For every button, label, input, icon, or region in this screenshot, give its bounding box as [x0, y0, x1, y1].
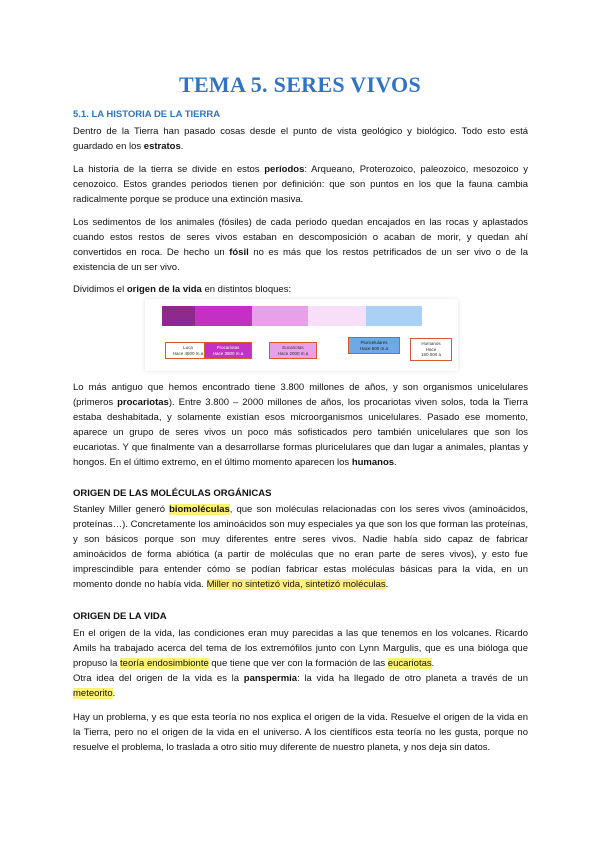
text: Los sedimentos de los animales (fósiles) de cada periodo quedan encajados en las rocas y aplastados cuando estos restos de seres vivos estaban en descomposición o acaban de morir, y quedan ahí convertidos en roca. De hecho un — [73, 217, 528, 258]
text: en distintos bloques: — [201, 284, 292, 295]
label-line: 150.000 a — [420, 352, 442, 357]
highlight-eucariotas: eucariotas — [387, 658, 432, 669]
text: . — [394, 457, 397, 468]
text: , que son moléculas relacionadas con los seres vivos (aminoácidos, proteínas…). Concretamente los aminoácidos son muy especiales ya que son los que forman las proteínas, y son básicos porque son muy diferentes entre seres vivos. Nadie había sido capaz de fabricar aminoácidos de forma abiótica (a partir de moléculas que no eran parte de seres vivos), y esto fue imprescindible para entender cómo se podían fabricar estas moléculas básicas para la vida, en un momento donde no había vida. — [73, 504, 528, 590]
paragraph-periodos — [73, 162, 528, 207]
page-title: TEMA 5. SERES VIVOS — [178, 72, 422, 97]
bold-term-panspermia: panspermia — [243, 673, 298, 684]
paragraph-endosimbionte — [73, 626, 528, 671]
bold-term-origen-vida: origen de la vida — [126, 284, 202, 295]
paragraph-estratos — [73, 124, 528, 154]
section-heading-historia: 5.1. LA HISTORIA DE LA TIERRA — [73, 109, 221, 120]
heading-origen-moleculas: ORIGEN DE LAS MOLÉCULAS ORGÁNICAS — [73, 488, 272, 499]
paragraph-procariotas — [73, 380, 528, 470]
timeline-figure — [145, 299, 458, 371]
text: . — [431, 658, 435, 669]
text: . — [180, 141, 184, 152]
label-line: Humanos — [421, 341, 441, 346]
bold-term-procariotas: procariotas — [117, 397, 169, 408]
text: ). Entre 3.800 – 2000 millones de años, los procariotas viven solos, toda la Tierra estaba deshabitada, y solamente existían esos microorganismos unicelulares. Pasado ese momento, aparece un grupo de seres vivos un poco más sofisticados pero también unicelulares que son los eucariotas. Y que finalmente van a desarrollarse formas pluricelulares que dan lugar a animales, plantas y hongos. En el último extremo, en el último momento aparecen los — [73, 397, 528, 468]
timeline-segment-2 — [195, 306, 252, 326]
label-line: Hace — [425, 346, 437, 352]
text: Stanley Miller generó — [73, 504, 170, 515]
text: La historia de la tierra se divide en estos — [73, 164, 265, 175]
label-line: Hace 4500 m.a — [172, 350, 204, 356]
label-line: Eucariotas — [282, 345, 304, 350]
bold-term-humanos: humanos — [351, 457, 395, 468]
highlight-teoria-endosimbionte: teoría endosimbionte — [120, 658, 209, 669]
text: En el origen de la vida, las condiciones eran muy parecidas a las que tenemos en los volcanes. Ricardo Amils ha trabajado acerca del tema de los extremófilos junto con Lynn Margulis, que es una bióloga que propuso la — [73, 628, 528, 669]
highlight-meteorito: meteorito — [73, 688, 113, 699]
text: no es más que los restos petrificados de un ser vivo o de la existencia de un ser vivo. — [73, 247, 528, 273]
text: Otra idea del origen de la vida es la — [73, 673, 244, 684]
label-line: Pluricelulares — [360, 340, 388, 345]
text: . — [112, 688, 116, 699]
text: Dividimos el — [73, 284, 127, 295]
timeline-label-pluricelulares — [348, 337, 400, 354]
text: que tiene que ver con la formación de las — [208, 658, 388, 669]
timeline-segment-3 — [252, 306, 308, 326]
bold-term-periodos: períodos — [264, 164, 305, 175]
timeline-label-procariotas — [204, 342, 252, 359]
label-line: Hace 2000 m.a — [277, 350, 309, 356]
text: : la vida ha llegado de otro planeta a través de un — [297, 673, 529, 684]
highlight-miller-conclusion: Miller no sintetizó vida, sintetizó moléculas — [206, 579, 386, 590]
paragraph-panspermia — [73, 671, 528, 701]
timeline-segment-5 — [366, 306, 422, 326]
timeline-label-eucariotas — [269, 342, 317, 359]
paragraph-problema: Hay un problema, y es que esta teoría no nos explica el origen de la vida. Resuelve el origen de la vida en la Tierra, pero no el origen de la vida en el universo. A los científicos esta teoría no les gusta, porque no resuelve el problema, lo traslada a otro sitio muy diferente de nuestro planeta, y nos deja sin datos. — [73, 712, 528, 753]
label-line: Procariotas — [216, 345, 240, 350]
bold-term-fosil: fósil — [229, 247, 249, 258]
label-line: Luca — [183, 345, 193, 350]
bold-term-estratos: estratos — [143, 141, 181, 152]
timeline-segment-1 — [162, 306, 195, 326]
paragraph-fosiles — [73, 215, 528, 275]
text: . — [385, 579, 389, 590]
text: Lo más antiguo que hemos encontrado tiene 3.800 millones de años, y son organismos unicelulares (primeros — [73, 382, 528, 408]
timeline-label-humanos — [410, 338, 452, 361]
text: Dentro de la Tierra han pasado cosas desde el punto de vista geológico y biológico. Todo esto está guardado en los — [73, 126, 528, 152]
label-line: Hace 3800 m.a — [212, 350, 244, 356]
paragraph-miller — [73, 502, 528, 592]
heading-origen-vida: ORIGEN DE LA VIDA — [73, 611, 167, 622]
text: : Arqueano, Proterozoico, paleozoico, mesozoico y cenozoico. Estos grandes periodos tienen por definición: que son puntos en los que la fauna cambia radicalmente porque se produce una extinción masiva. — [73, 164, 529, 205]
highlight-biomoleculas: biomoléculas — [169, 504, 230, 515]
timeline-segment-4 — [308, 306, 366, 326]
paragraph-bloques — [73, 282, 528, 297]
label-line: Hace 600 m.a — [359, 345, 388, 351]
